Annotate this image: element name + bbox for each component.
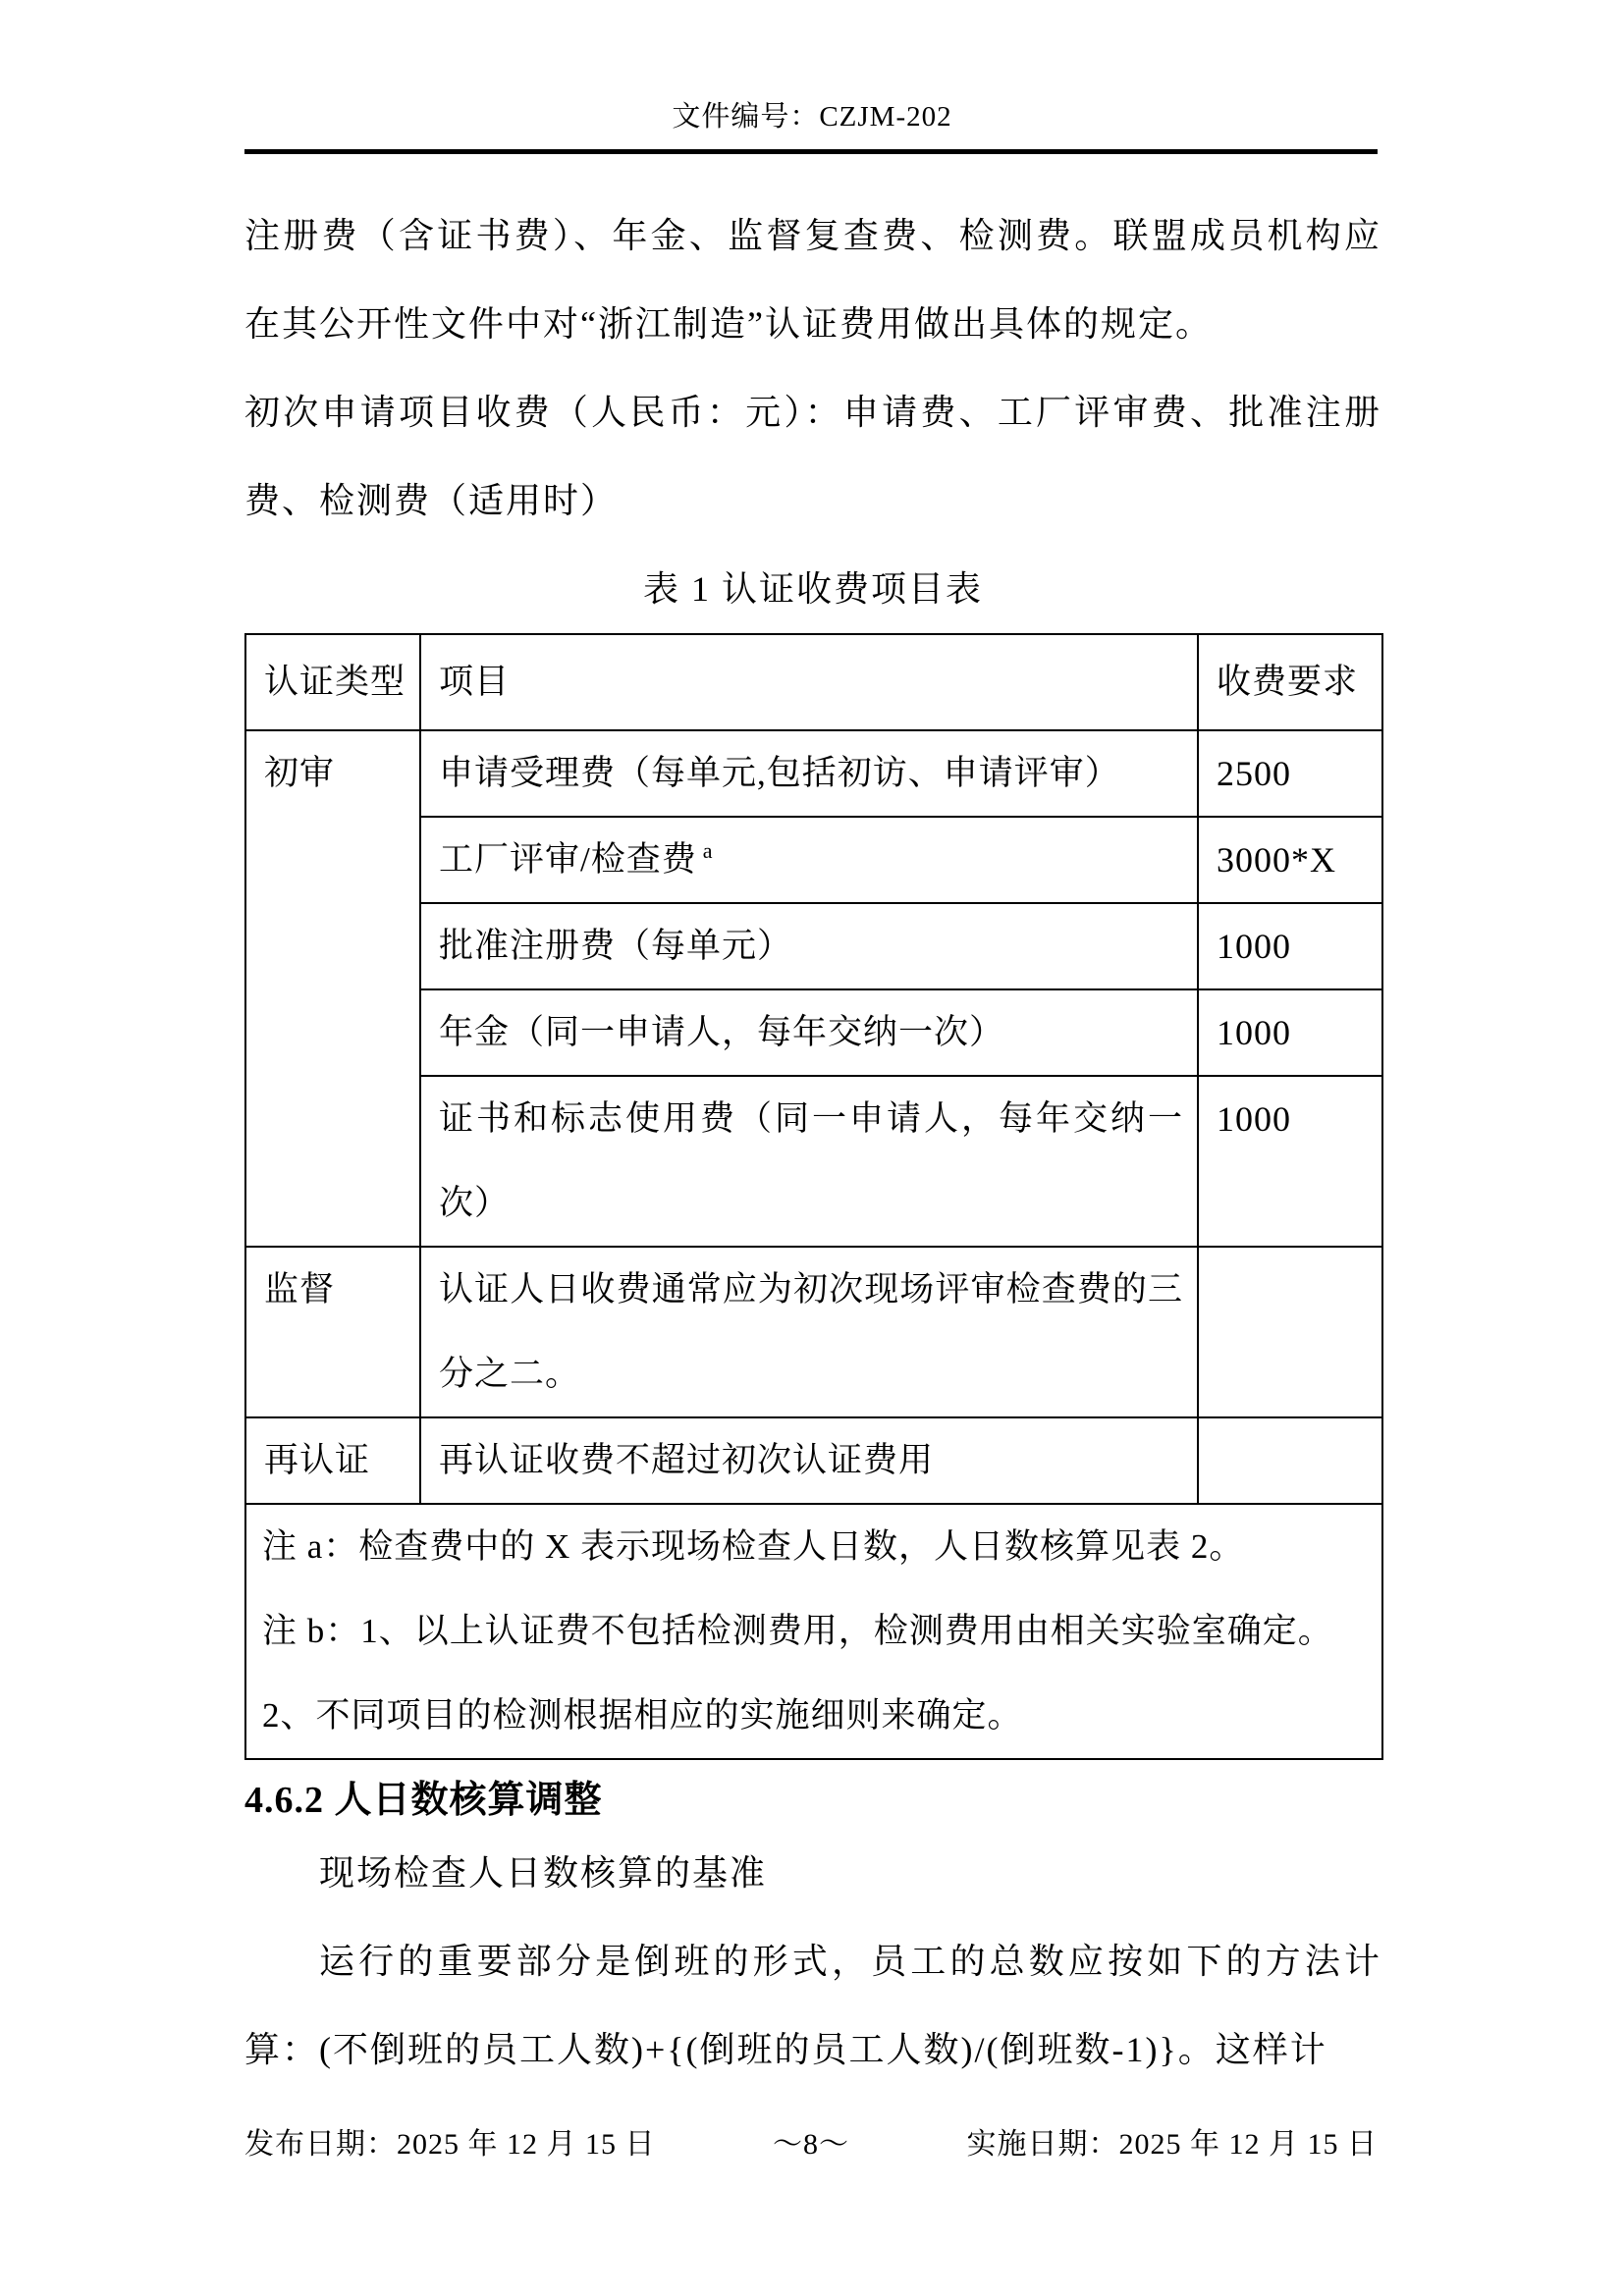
paragraph-shift-calculation: 运行的重要部分是倒班的形式，员工的总数应按如下的方法计算：(不倒班的员工人数)+{(倒班的员工人数)/(倒班数-1)}。这样计 (244, 1942, 1381, 2069)
implementation-date: 实施日期：2025 年 12 月 15 日 (966, 2128, 1378, 2161)
note-b-2: 2、不同项目的检测根据相应的实施细则来确定。 (262, 1696, 1023, 1735)
col-header-item: 项目 (420, 634, 1198, 730)
table-row (245, 1417, 1382, 1504)
release-date: 发布日期：2025 年 12 月 15 日 (244, 2128, 656, 2161)
cell-item-recertification-fee: 再认证收费不超过初次认证费用 (420, 1417, 1198, 1504)
col-header-fee: 收费要求 (1198, 634, 1382, 730)
table1-title: 表 1 认证收费项目表 (642, 569, 983, 609)
cell-item-certificate-mark-fee: 证书和标志使用费（同一申请人，每年交纳一次） (420, 1076, 1198, 1247)
col-header-cert-type: 认证类型 (245, 634, 420, 730)
cell-fee-value: 3000*X (1198, 817, 1382, 903)
table-notes-cell (245, 1504, 1382, 1759)
cell-item-surveillance-fee: 认证人日收费通常应为初次现场评审检查费的三分之二。 (420, 1247, 1198, 1417)
cell-category-recertification: 再认证 (245, 1417, 420, 1504)
doc-number: 文件编号：CZJM-202 (672, 101, 952, 133)
cell-category-initial-audit: 初审 (245, 730, 420, 1247)
cell-item-factory-audit-fee (420, 817, 1198, 903)
note-a: 注 a：检查费中的 X 表示现场检查人日数，人日数核算见表 2。 (262, 1527, 1245, 1566)
cell-item-application-fee: 申请受理费（每单元,包括初访、申请评审） (420, 730, 1198, 817)
paragraph-fee-overview: 注册费（含证书费）、年金、监督复查费、检测费。联盟成员机构应在其公开性文件中对“浙江制造”认证费用做出具体的规定。 (244, 216, 1381, 344)
table-notes-row (245, 1504, 1382, 1759)
note-b-1: 注 b：1、以上认证费不包括检测费用，检测费用由相关实验室确定。 (262, 1612, 1333, 1650)
document-header (0, 94, 1624, 134)
cell-fee-value: 1000 (1198, 903, 1382, 989)
cell-fee-value: 1000 (1198, 1076, 1382, 1247)
cell-fee-empty (1198, 1417, 1382, 1504)
cell-category-surveillance: 监督 (245, 1247, 420, 1417)
paragraph-manday-basis: 现场检查人日数核算的基准 (319, 1853, 768, 1893)
paragraph-initial-application-fees: 初次申请项目收费（人民币：元）：申请费、工厂评审费、批准注册费、检测费（适用时） (244, 393, 1381, 520)
section-heading-4-6-2: 4.6.2 人日数核算调整 (244, 1780, 603, 1821)
footnote-marker-a: a (702, 838, 714, 864)
cell-item-registration-fee: 批准注册费（每单元） (420, 903, 1198, 989)
document-footer (244, 2110, 1378, 2179)
cell-item-annuity-fee: 年金（同一申请人，每年交纳一次） (420, 989, 1198, 1076)
page-body (244, 191, 1381, 2094)
table-row (245, 730, 1382, 817)
certification-fee-table (244, 633, 1383, 1760)
cell-fee-value: 1000 (1198, 989, 1382, 1076)
item-label: 工厂评审/检查费 (439, 840, 697, 879)
cell-fee-value: 2500 (1198, 730, 1382, 817)
cell-fee-empty (1198, 1247, 1382, 1417)
page-number: ～8～ (773, 2128, 849, 2161)
table-header-row (245, 634, 1382, 730)
header-rule (244, 149, 1378, 154)
table-row (245, 1247, 1382, 1417)
